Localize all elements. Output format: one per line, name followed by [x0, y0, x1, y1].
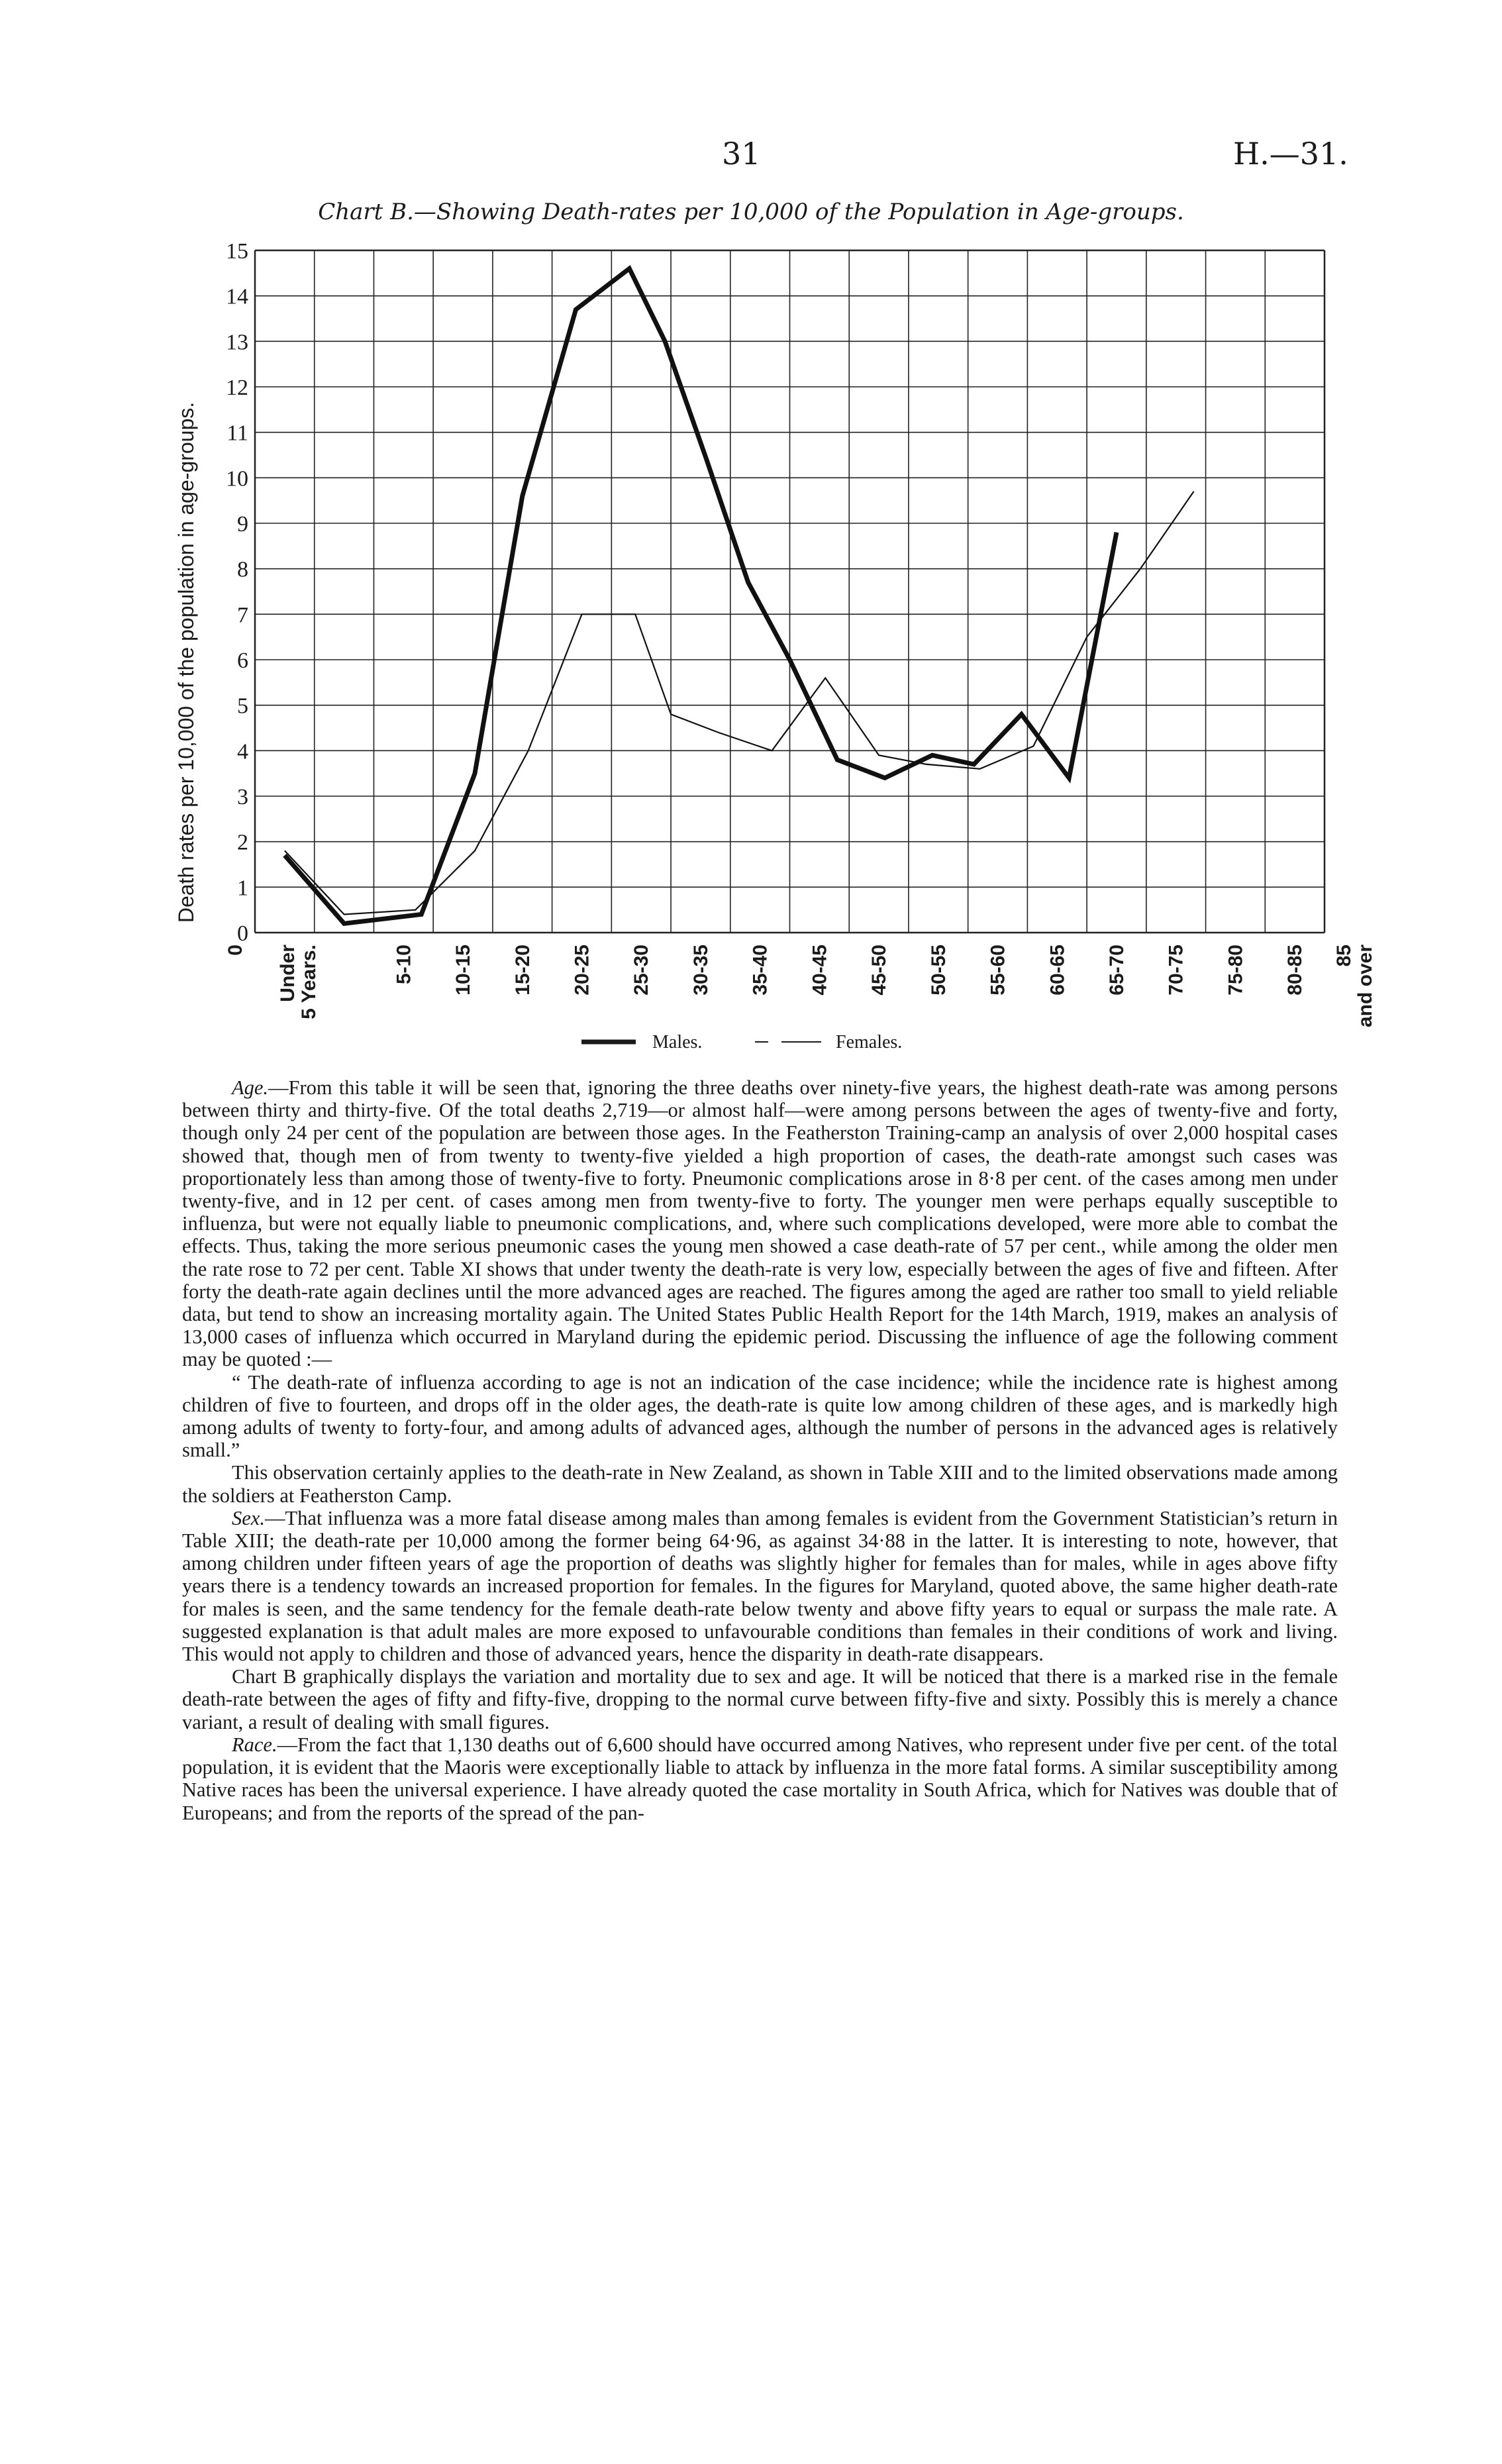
y-tick-label: 6 [237, 648, 248, 673]
svg-text:50-55: 50-55 [927, 945, 950, 996]
x-tick-label [452, 945, 474, 996]
chart-series [285, 269, 1194, 924]
body-paragraph [182, 1665, 1338, 1733]
body-paragraph [182, 1076, 1338, 1371]
body-paragraph [182, 1507, 1338, 1665]
paragraph-text: —That influenza was a more fatal disease among males than among females is evident from the Government Statistician’s return in Table XIII; the death-rate per 10,000 among the former being 64·96, as against 34·88 in the latter. It is interesting to note, however, that among children under fifteen years of age the proportion of deaths was slightly higher for females than for males, while in ages above fifty years there is a tendency towards an increased proportion for females. In the figures for Maryland, quoted above, the same higher death-rate for males is seen, and the same tendency for the female death-rate below twenty and above fifty years to equal or surpass the male rate. A suggested explanation is that adult males are more exposed to unfavourable conditions than females in their conditions of work and living. This would not apply to children and those of advanced years, hence the disparity in death-rate disappears. [182, 1506, 1338, 1666]
body-paragraph [182, 1733, 1338, 1824]
legend-males-label: Males. [652, 1032, 703, 1052]
y-axis-label: Death rates per 10,000 of the population in age-groups. [174, 401, 198, 923]
svg-text:5-10: 5-10 [393, 945, 415, 985]
svg-text:20-25: 20-25 [571, 945, 593, 996]
svg-text:0: 0 [225, 945, 246, 956]
svg-text:15-20: 15-20 [511, 945, 534, 996]
svg-text:75-80: 75-80 [1225, 945, 1247, 996]
x-tick-label [1166, 945, 1187, 996]
svg-text:35-40: 35-40 [749, 945, 772, 996]
body-paragraph [182, 1371, 1338, 1462]
x-tick-label [1106, 945, 1128, 996]
svg-text:60-65: 60-65 [1046, 945, 1069, 996]
y-tick-label: 9 [237, 512, 248, 537]
x-tick-label [1046, 945, 1068, 996]
svg-text:10-15: 10-15 [452, 945, 475, 996]
body-text [182, 1076, 1338, 1824]
svg-text:65-70: 65-70 [1105, 945, 1128, 996]
x-tick-label [630, 945, 652, 996]
y-tick-label: 13 [226, 330, 248, 355]
y-tick-label: 3 [237, 785, 248, 809]
paragraph-text: —From the fact that 1,130 deaths out of 6,600 should have occurred among Natives, who represent under five per cent. of the total population, it is evident that the Maoris were exceptionally liable to attack by influenza in the more fatal forms. A similar susceptibility among Native races has been the universal experience. I have already quoted the case mortality in South Africa, which for Natives was double that of Europeans; and from the reports of the spread of the pan- [182, 1733, 1338, 1824]
svg-text:80-85: 80-85 [1284, 945, 1307, 996]
x-tick-label [1225, 945, 1246, 996]
svg-text:85: 85 [1332, 945, 1355, 967]
svg-text:30-35: 30-35 [689, 945, 712, 996]
paragraph-lead: Sex. [232, 1506, 265, 1529]
y-tick-label: 14 [226, 284, 248, 309]
y-tick-label: 7 [237, 603, 248, 628]
y-tick-label: 10 [226, 466, 248, 491]
legend-females-label: Females. [836, 1032, 903, 1052]
x-tick-label [809, 945, 830, 996]
paragraph-text: —From this table it will be seen that, ignoring the three deaths over ninety-five years, the highest death-rate was among persons between thirty and thirty-five. Of the total deaths 2,719—or almost half—were among persons between the ages of twenty-five and forty, though only 24 per cent of the population are between those ages. In the Featherston Training-camp an analysis of over 2,000 hospital cases showed that, though men of from twenty to twenty-five yielded a high proportion of cases, the death-rate amongst such cases was proportionately less than among those of twenty-five to forty. Pneumonic complications arose in 8·8 per cent. of the cases among men under twenty-five, and in 12 per cent. of cases among men from twenty-five to forty. The younger men were perhaps equally susceptible to influenza, but were not equally liable to pneumonic complications, and, where such complications developed, were more able to combat the effects. Thus, taking the more serious pneumonic cases the young men showed a case death-rate of 57 per cent., while among the older men the rate rose to 72 per cent. Table XI shows that under twenty the death-rate is very low, especially between the ages of five and fifteen. After forty the death-rate again declines until the more advanced ages are reached. The figures among the aged are rather too small to yield reliable data, but tend to show an increasing mortality again. The United States Public Health Report for the 14th March, 1919, makes an analysis of 13,000 cases of influenza which occurred in Maryland during the epidemic period. Discussing the influence of age the following comment may be quoted :— [182, 1076, 1338, 1371]
x-tick-label [690, 945, 712, 996]
x-tick-label [1284, 945, 1306, 996]
page-number: 31 [722, 136, 761, 172]
svg-text:40-45: 40-45 [809, 945, 831, 996]
svg-text:70-75: 70-75 [1165, 945, 1187, 996]
y-tick-label: 12 [226, 376, 248, 400]
y-tick-label: 4 [237, 739, 248, 764]
svg-text:25-30: 25-30 [630, 945, 653, 996]
x-tick-label [928, 945, 950, 996]
y-axis-ticks [226, 239, 248, 946]
chart-grid [255, 250, 1325, 933]
x-tick-label [571, 945, 593, 996]
body-paragraph [182, 1461, 1338, 1506]
chart-title: Chart B.—Showing Death-rates per 10,000 of the Population in Age-groups. [318, 199, 1184, 225]
x-tick-label [512, 945, 534, 996]
paragraph-lead: Age. [232, 1076, 269, 1099]
x-tick-label [750, 945, 772, 996]
chart-legend [581, 1032, 902, 1052]
paragraph-lead: Race. [232, 1733, 277, 1756]
x-axis-ticks [225, 945, 1376, 1027]
paragraph-text: “ The death-rate of influenza according to age is not an indication of the case incidence; while the incidence rate is highest among children of five to fourteen, and drops off in the older ages, the death-rate is quite low among children of these ages, and is markedly high among adults of twenty to forty-four, and among adults of advanced ages, although the number of persons in the advanced ages is relatively small.” [182, 1370, 1338, 1462]
y-tick-label: 5 [237, 693, 248, 719]
svg-text:55-60: 55-60 [987, 945, 1009, 996]
paragraph-text: This observation certainly applies to the death-rate in New Zealand, as shown in Table XIII and to the limited observations made among the soldiers at Featherston Camp. [182, 1461, 1338, 1507]
svg-text:5 Years.: 5 Years. [297, 945, 320, 1019]
x-tick-label [868, 945, 890, 996]
y-tick-label: 11 [226, 421, 248, 446]
paragraph-text: Chart B graphically displays the variation and mortality due to sex and age. It will be noticed that there is a marked rise in the female death-rate between the ages of fifty and fifty-five, dropping to the normal curve between fifty-five and sixty. Possibly this is merely a chance variant, a result of dealing with small figures. [182, 1665, 1338, 1733]
svg-text:Under: Under [276, 945, 299, 1002]
x-tick-label [1333, 945, 1376, 1027]
death-rate-chart [0, 0, 1502, 1073]
x-tick-label [277, 945, 320, 1019]
y-tick-label: 1 [237, 876, 248, 901]
x-tick-label [225, 945, 246, 956]
y-tick-label: 15 [226, 239, 248, 264]
males-series-line [285, 269, 1117, 924]
svg-text:45-50: 45-50 [868, 945, 891, 996]
y-tick-label: 0 [237, 921, 248, 946]
x-tick-label [393, 945, 415, 984]
svg-text:and over: and over [1354, 945, 1376, 1028]
page-code: H.—31. [1233, 136, 1348, 172]
y-tick-label: 8 [237, 557, 248, 582]
x-tick-label [987, 945, 1009, 996]
y-tick-label: 2 [237, 830, 248, 855]
